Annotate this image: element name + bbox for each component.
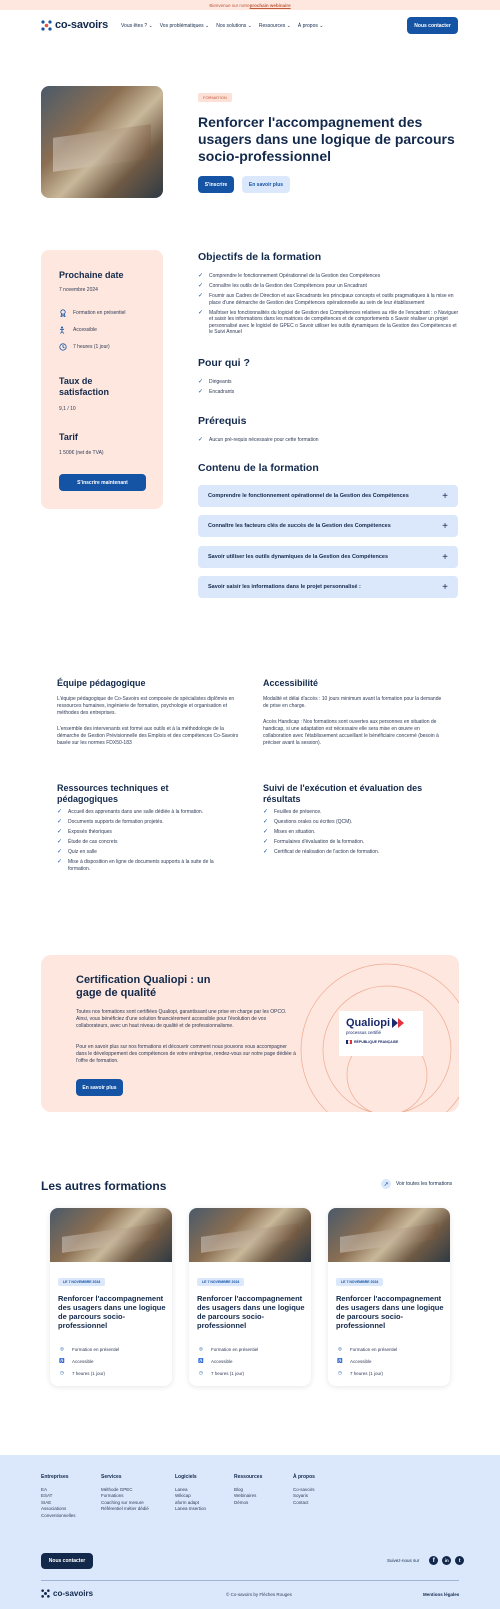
- logo[interactable]: [41, 19, 108, 31]
- footer-link[interactable]: Lanea Insertion: [175, 1506, 207, 1511]
- clock-icon: ◷: [199, 1370, 203, 1375]
- accessibility-title: Accessibilité: [263, 678, 319, 688]
- accordion-item-3[interactable]: Savoir utiliser les outils dynamiques de la Gestion des Compétences +: [198, 546, 458, 568]
- duration-row: [59, 343, 110, 351]
- access-row: [59, 326, 97, 334]
- card-title: Renforcer l'accompagnement des usagers dans une logique de parcours socio-professionnel: [58, 1294, 166, 1330]
- nav-item-vous-etes[interactable]: Vous êtes ? ⌄: [121, 23, 153, 29]
- footer-heading: Ressources: [234, 1474, 263, 1480]
- satisfaction-title: Taux de satisfaction: [59, 376, 110, 397]
- list-item: ✓ Fournir aux Cadres de Direction et aux Encadrants les principaux concepts et outils pragmatiques à la mise en place d'une démarche de Gestion des Compétences opérationnelle au sein de leur établissement: [198, 293, 454, 306]
- objectives-list: [198, 273, 460, 339]
- twitter-icon[interactable]: t: [455, 1556, 464, 1565]
- badge-icon: [59, 309, 67, 317]
- next-date-value: 7 novembre 2024: [59, 287, 98, 293]
- accordion-item-1[interactable]: Comprendre le fonctionnement opérationnel de la Gestion des Compétences +: [198, 485, 458, 507]
- card-duration: ◷ 7 heures (1 jour): [197, 1369, 244, 1377]
- logo-text: co-savoirs: [55, 19, 109, 31]
- hero-signup-button[interactable]: S'inscrire: [198, 176, 234, 193]
- check-icon: ✓: [198, 273, 204, 279]
- footer-col-entreprises: [41, 1474, 76, 1519]
- accessibility-icon: ♿: [337, 1358, 343, 1363]
- list-item: ✓ Certificat de réalisation de l'action de formation.: [263, 849, 380, 855]
- footer-heading: À propos: [293, 1474, 315, 1480]
- list-item: ✓ Formulaires d'évaluation de la formation.: [263, 839, 365, 845]
- accessibility-icon: [59, 326, 67, 334]
- prerequisites-list: [198, 437, 460, 447]
- view-all-trainings-link[interactable]: ↗ Voir toutes les formations: [381, 1179, 452, 1189]
- qualiopi-text-2: Pour en savoir plus sur nos formations et découvrir comment nous pouvons vous accompagner dans le développement des compétences de votre entreprise, rendez-vous sur notre page dédiée à l'offre de formation.: [76, 1044, 296, 1064]
- prerequisites-title: Prérequis: [198, 415, 247, 427]
- list-item: ✓ Étude de cas concrets: [57, 839, 118, 845]
- mode-text: Formation en présentiel: [73, 310, 126, 316]
- list-item: ✓ Feuilles de présence.: [263, 809, 322, 815]
- footer-link[interactable]: SIAE: [41, 1499, 52, 1505]
- logo-icon: [41, 20, 52, 31]
- training-card-1[interactable]: [50, 1208, 172, 1386]
- logo-icon: [41, 1589, 50, 1598]
- facebook-icon[interactable]: f: [429, 1556, 438, 1565]
- clock-icon: ◷: [338, 1370, 342, 1375]
- resources-list: [57, 809, 237, 876]
- list-item: ✓ Aucun pré-requis nécessaire pour cette formation: [198, 437, 319, 443]
- plus-icon: +: [442, 581, 448, 593]
- card-duration: ◷ 7 heures (1 jour): [58, 1369, 105, 1377]
- satisfaction-value: 9,1 / 10: [59, 406, 76, 412]
- footer-col-ressources: [234, 1474, 262, 1506]
- footer-link[interactable]: Démos: [234, 1499, 249, 1505]
- card-date-tag: LE 7 NOVEMBRE 2024: [58, 1278, 105, 1286]
- card-image: [50, 1208, 172, 1262]
- check-icon: ✓: [198, 389, 204, 395]
- other-trainings-title: Les autres formations: [41, 1179, 167, 1193]
- card-access: ♿ Accessible: [59, 1358, 94, 1364]
- check-icon: ✓: [198, 283, 204, 289]
- check-icon: ✓: [57, 819, 63, 825]
- hero-title: Renforcer l'accompagnement des usagers dans une logique de parcours socio-professionnel: [198, 114, 455, 164]
- check-icon: ✓: [198, 309, 204, 316]
- list-item: ✓ Mises en situation.: [263, 829, 316, 835]
- footer-link[interactable]: Blog: [234, 1486, 244, 1492]
- footer-link[interactable]: Webinaires: [234, 1493, 257, 1498]
- footer-link[interactable]: Référentiel métier dédié: [101, 1506, 149, 1511]
- accordion-item-2[interactable]: Connaître les facteurs clés de succès de la Gestion des Compétences +: [198, 515, 458, 537]
- card-image: [328, 1208, 450, 1262]
- card-image: [189, 1208, 311, 1262]
- check-icon: ✓: [263, 819, 269, 825]
- announcement-link[interactable]: prochain webinaire: [249, 2, 291, 8]
- plus-icon: +: [442, 520, 448, 532]
- nav-contact-button[interactable]: Nous contacter: [407, 17, 458, 34]
- signup-now-button[interactable]: S'inscrire maintenant: [59, 474, 146, 491]
- footer-link[interactable]: Lanea: [175, 1486, 188, 1492]
- check-icon: ✓: [198, 379, 204, 385]
- card-mode: ◎ Formation en présentiel: [336, 1345, 397, 1353]
- plus-icon: +: [442, 490, 448, 502]
- content-title: Contenu de la formation: [198, 462, 319, 474]
- footer-logo[interactable]: [41, 1589, 93, 1598]
- footer-link[interactable]: ESAT: [41, 1493, 53, 1498]
- check-icon: ✓: [57, 839, 63, 845]
- card-date-tag: LE 7 NOVEMBRE 2024: [336, 1278, 383, 1286]
- accessibility-text-1: Modalité et délai d'accès : 10 jours minimum avant la formation pour la demande de prise en charge.: [263, 696, 442, 709]
- training-info-card: [41, 250, 163, 509]
- social-follow: [387, 1556, 464, 1565]
- footer-col-services: [101, 1474, 149, 1513]
- access-text: Accessible: [73, 327, 97, 333]
- follow-text: Suivez-nous sur: [387, 1558, 420, 1563]
- check-icon: ✓: [57, 859, 63, 865]
- footer-col-a-propos: [293, 1474, 315, 1506]
- list-item: ✓ Quiz en salle: [57, 849, 97, 855]
- nav-menu: [121, 23, 323, 29]
- republique-francaise-text: RÉPUBLIQUE FRANÇAISE: [354, 1040, 399, 1044]
- list-item: ✓ Connaître les outils de la Gestion des Compétences pour un Encadrant: [198, 283, 367, 289]
- top-announcement-bar: [0, 0, 500, 10]
- team-title: Équipe pédagogique: [57, 678, 146, 688]
- badge-icon: ◎: [199, 1346, 203, 1351]
- audience-title: Pour qui ?: [198, 357, 250, 369]
- footer-link[interactable]: aform adapt: [175, 1499, 200, 1505]
- list-item: ✓ Encadrants: [198, 389, 235, 395]
- footer-link[interactable]: Conventionnelles: [41, 1512, 76, 1518]
- footer-link[interactable]: Associations: [41, 1506, 67, 1511]
- legal-mentions-link[interactable]: Mentions légales: [423, 1592, 460, 1597]
- card-mode: ◎ Formation en présentiel: [197, 1345, 258, 1353]
- evaluation-title: Suivi de l'exécution et évaluation des résultats: [263, 783, 423, 804]
- next-date-title: Prochaine date: [59, 270, 124, 280]
- card-title: Renforcer l'accompagnement des usagers dans une logique de parcours socio-professionnel: [197, 1294, 305, 1330]
- hero-learn-more-button[interactable]: En savoir plus: [242, 176, 290, 193]
- footer-link[interactable]: Méthode GPEC: [101, 1486, 133, 1492]
- footer-col-logiciels: [175, 1474, 206, 1513]
- linkedin-icon[interactable]: in: [442, 1556, 451, 1565]
- card-access: ♿ Accessible: [337, 1358, 372, 1364]
- training-card-3[interactable]: [328, 1208, 450, 1386]
- qualiopi-logo-sub: processus certifié: [346, 1030, 382, 1035]
- copyright-text: © Co-savoirs by Flèches Rouges: [226, 1592, 292, 1597]
- accordion-item-4[interactable]: Savoir saisir les informations dans le projet personnalisé : +: [198, 576, 458, 598]
- check-icon: ✓: [57, 829, 63, 835]
- footer-contact-button[interactable]: Nous contacter: [41, 1553, 93, 1569]
- check-icon: ✓: [263, 829, 269, 835]
- card-title: Renforcer l'accompagnement des usagers dans une logique de parcours socio-professionnel: [336, 1294, 444, 1330]
- qualiopi-text-1: Toutes nos formations sont certifiées Qualiopi, garantissant une prise en charge par les OPCO. Ainsi, vous bénéficiez d'une solution financièrement accessible pour l'évolution de vos collaborateurs, avec un haut niveau de qualité et de professionnalisme.: [76, 1009, 287, 1029]
- navbar: [0, 10, 500, 42]
- check-icon: ✓: [198, 293, 204, 299]
- list-item: ✓ Questions orales ou écrites (QCM).: [263, 819, 353, 825]
- check-icon: ✓: [263, 839, 269, 845]
- badge-icon: ◎: [338, 1346, 342, 1351]
- announcement-text: Bienvenue sur notre: [209, 2, 250, 8]
- qualiopi-logo-name: Qualiopi: [346, 1017, 390, 1029]
- footer-link[interactable]: Soyaris: [293, 1493, 309, 1498]
- footer-divider: [41, 1580, 459, 1581]
- team-text-1: L'équipe pédagogique de Co-Savoirs est composée de spécialistes diplômés en ressources humaines, ingénierie de formation, psychologie et organisation et méthodes des entreprises.: [57, 696, 235, 716]
- french-flag-icon: [346, 1040, 352, 1044]
- hero-image: [41, 86, 163, 198]
- qualiopi-logo: [339, 1011, 423, 1056]
- list-item: ✓ Comprendre le fonctionnement Opérationnel de la Gestion des Compétences: [198, 273, 381, 279]
- check-icon: ✓: [57, 809, 63, 815]
- nav-item-problematiques[interactable]: Vos problématiques ⌄: [159, 23, 210, 29]
- check-icon: ✓: [198, 437, 204, 443]
- accessibility-text-2: Accès Handicap : Nos formations sont ouvertes aux personnes en situation de handicap, si une adaptation est nécessaire elle sera mise en œuvre en collaboration avec l'établissement accueillant le bénéficiaire concerné (besoin à préciser avant la session).: [263, 719, 439, 746]
- check-icon: ✓: [263, 849, 269, 855]
- footer-heading: Logiciels: [175, 1474, 197, 1480]
- list-item: ✓ Accueil des apprenants dans une salle dédiée à la formation.: [57, 809, 204, 815]
- qualiopi-learn-more-button[interactable]: En savoir plus: [76, 1079, 123, 1096]
- evaluation-list: [263, 809, 443, 859]
- footer-logo-text: co-savoirs: [53, 1589, 94, 1598]
- mode-row: [59, 309, 126, 317]
- check-icon: ✓: [263, 809, 269, 815]
- hero-tag: FORMATION: [198, 93, 232, 102]
- footer-link[interactable]: Co-savoirs: [293, 1486, 315, 1492]
- price-title: Tarif: [59, 432, 78, 442]
- footer-link[interactable]: EA: [41, 1486, 48, 1492]
- audience-list: [198, 379, 460, 399]
- list-item: ✓ Documents supports de formation projetés.: [57, 819, 164, 825]
- list-item: ✓ Exposés théoriques: [57, 829, 112, 835]
- duration-text: 7 heures (1 jour): [73, 344, 110, 350]
- price-value: 1 500€ (net de TVA): [59, 450, 104, 456]
- accessibility-icon: ♿: [198, 1358, 204, 1363]
- card-date-tag: LE 7 NOVEMBRE 2024: [197, 1278, 244, 1286]
- card-duration: ◷ 7 heures (1 jour): [336, 1369, 383, 1377]
- qualiopi-section: [41, 955, 459, 1112]
- footer-heading: Entreprises: [41, 1474, 69, 1480]
- footer-link[interactable]: Contact: [293, 1499, 309, 1505]
- check-icon: ✓: [57, 849, 63, 855]
- team-text-2: L'ensemble des intervenants est formé aux outils et à la méthodologie de la démarche de Gestion Prévisionnelle des Emplois et des compétences Co-Savoirs basée sur les normes FDX50-183: [57, 726, 239, 746]
- qualiopi-title: Certification Qualiopi : un gage de qualité: [76, 974, 211, 999]
- clock-icon: ◷: [60, 1370, 64, 1375]
- list-item: ✓ Dirigeants: [198, 379, 232, 385]
- arrow-up-right-icon: ↗: [381, 1179, 391, 1189]
- card-mode: ◎ Formation en présentiel: [58, 1345, 119, 1353]
- footer-link[interactable]: Formations: [101, 1493, 124, 1498]
- plus-icon: +: [442, 551, 448, 563]
- qualiopi-arrow-icon: [392, 1018, 406, 1028]
- training-card-2[interactable]: [189, 1208, 311, 1386]
- list-item: ✓ Maîtriser les fonctionnalités du logiciel de Gestion des Compétences relatives au rôle de l'encadrant : o Naviguer et saisir les informations dans les matrices de compétences et de comportements o Savoir réaliser un projet personnalisé avec le logiciel de GPEC o Savoir utiliser les outils dynamiques de la Gestion des Compétences et le Suivi Annuel: [198, 309, 459, 335]
- badge-icon: ◎: [60, 1346, 64, 1351]
- objectives-title: Objectifs de la formation: [198, 251, 322, 263]
- nav-item-ressources[interactable]: Ressources ⌄: [258, 23, 291, 29]
- resources-title: Ressources techniques et pédagogiques: [57, 783, 169, 804]
- footer-heading: Services: [101, 1474, 122, 1480]
- accessibility-icon: ♿: [59, 1358, 65, 1363]
- footer-link[interactable]: Coaching sur mesure: [101, 1499, 144, 1505]
- nav-item-a-propos[interactable]: À propos ⌄: [297, 23, 324, 29]
- card-access: ♿ Accessible: [198, 1358, 233, 1364]
- nav-item-solutions[interactable]: Nos solutions ⌄: [216, 23, 252, 29]
- list-item: ✓ Mise à disposition en ligne de documents supports à la suite de la formation.: [57, 859, 214, 872]
- clock-icon: [59, 343, 67, 351]
- footer-link[interactable]: Wikicap: [175, 1493, 191, 1498]
